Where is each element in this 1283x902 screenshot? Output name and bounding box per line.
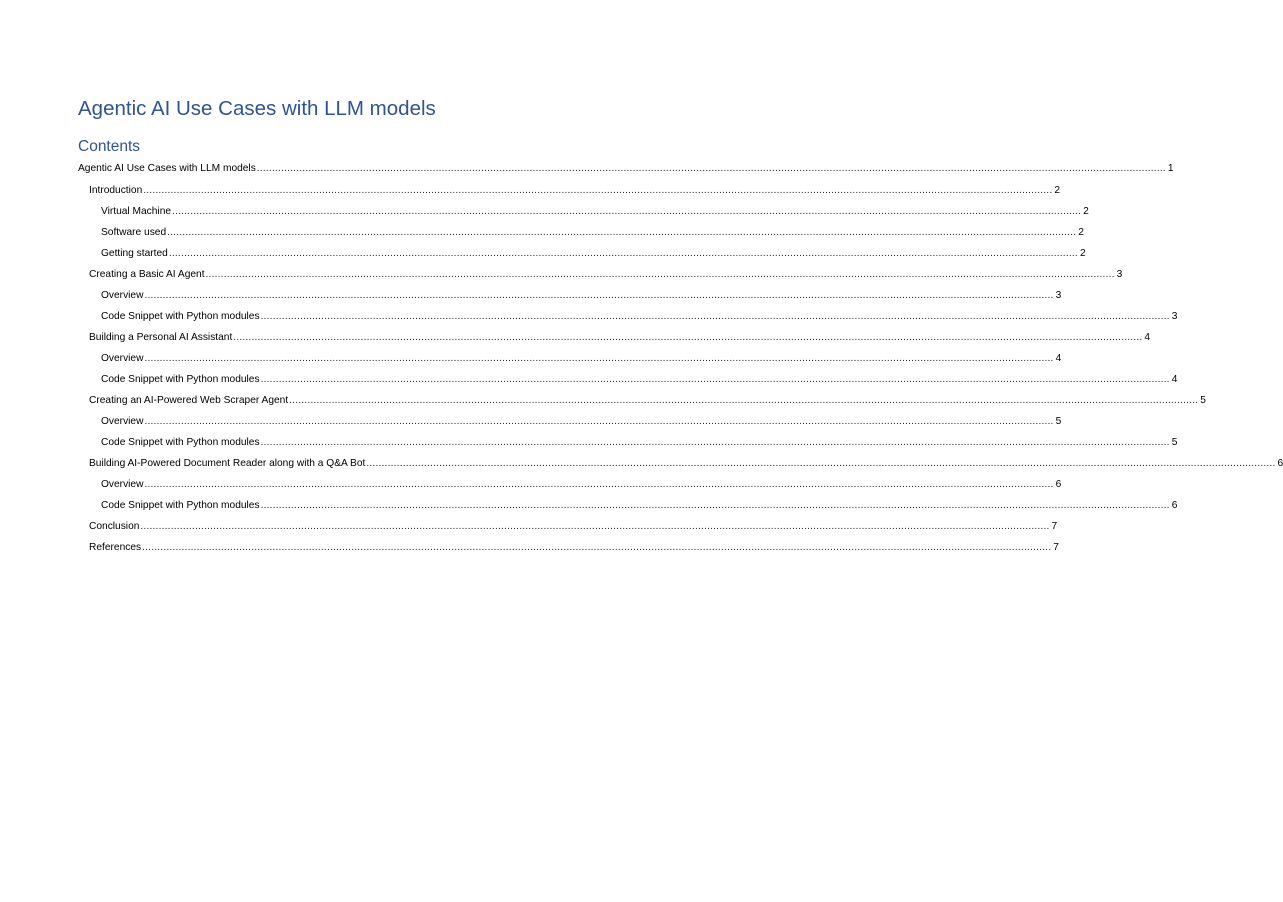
toc-dot-leader: ............................................................................................................................................................................................................................................................................................................ [260,437,1170,448]
toc-dot-leader: ............................................................................................................................................................................................................................................................................................................ [142,542,1052,553]
toc-entry-page-number: 5 [1055,416,1062,427]
toc-dot-leader: ............................................................................................................................................................................................................................................................................................................ [144,416,1054,427]
toc-dot-leader: ............................................................................................................................................................................................................................................................................................................ [140,521,1050,532]
toc-entry-page-number: 5 [1200,395,1206,406]
toc-entry-page-number: 1 [1167,163,1174,174]
toc-entry-label: Creating an AI-Powered Web Scraper Agent [89,395,289,406]
toc-entry-page-number: 6 [1277,458,1283,469]
toc-dot-leader: ............................................................................................................................................................................................................................................................................................................ [289,395,1199,406]
toc-dot-leader: ............................................................................................................................................................................................................................................................................................................ [233,332,1143,343]
toc-entry-page-number: 4 [1055,353,1062,364]
toc-dot-leader: ............................................................................................................................................................................................................................................................................................................ [205,269,1115,280]
toc-entry-label: Code Snippet with Python modules [101,500,260,511]
toc-entry-page-number: 6 [1171,500,1178,511]
toc-entry-label: Getting started [101,248,168,259]
toc-entry-page-number: 2 [1078,227,1084,238]
toc-dot-leader: ............................................................................................................................................................................................................................................................................................................ [172,206,1082,217]
toc-entry-label: Overview [101,416,144,427]
toc-entry-label: Code Snippet with Python modules [101,374,260,385]
toc-entry-label: Building AI-Powered Document Reader along with a Q&A Bot [89,458,366,469]
toc-entry-label: Overview [101,479,144,490]
toc-entry-label: Agentic AI Use Cases with LLM models [78,163,256,174]
toc-entry[interactable] [89,517,1058,533]
toc-entry[interactable] [78,159,1174,175]
toc-entry[interactable] [101,370,1178,386]
toc-entry[interactable] [101,223,1084,239]
toc-entry[interactable] [89,265,1123,281]
toc-entry[interactable] [89,181,1061,197]
contents-heading: Contents [78,138,141,155]
toc-entry-page-number: 2 [1054,185,1061,196]
toc-entry[interactable] [101,202,1089,218]
toc-entry-page-number: 7 [1053,542,1059,553]
toc-entry-page-number: 2 [1079,248,1086,259]
toc-entry-page-number: 4 [1171,374,1178,385]
toc-dot-leader: ............................................................................................................................................................................................................................................................................................................ [168,248,1078,259]
toc-entry[interactable] [101,244,1086,260]
toc-entry-label: Introduction [89,185,143,196]
toc-dot-leader: ............................................................................................................................................................................................................................................................................................................ [366,458,1276,469]
toc-dot-leader: ............................................................................................................................................................................................................................................................................................................ [144,479,1054,490]
toc-entry-page-number: 7 [1051,521,1058,532]
toc-dot-leader: ............................................................................................................................................................................................................................................................................................................ [260,374,1170,385]
toc-entry-label: Software used [101,227,167,238]
toc-entry-page-number: 2 [1083,206,1089,217]
toc-dot-leader: ............................................................................................................................................................................................................................................................................................................ [167,227,1077,238]
toc-entry[interactable] [101,475,1062,491]
toc-dot-leader: ............................................................................................................................................................................................................................................................................................................ [143,185,1053,196]
toc-entry-page-number: 3 [1055,290,1062,301]
toc-entry[interactable] [101,307,1178,323]
toc-dot-leader: ............................................................................................................................................................................................................................................................................................................ [144,353,1054,364]
toc-entry-page-number: 5 [1171,437,1178,448]
toc-entry[interactable] [101,412,1062,428]
toc-entry[interactable] [101,433,1178,449]
toc-entry[interactable] [101,286,1062,302]
toc-entry-page-number: 4 [1144,332,1151,343]
toc-entry-label: Creating a Basic AI Agent [89,269,205,280]
toc-entry[interactable] [101,496,1178,512]
toc-entry-label: Overview [101,353,144,364]
toc-entry[interactable] [89,538,1059,554]
toc-entry-page-number: 6 [1055,479,1062,490]
toc-entry-page-number: 3 [1171,311,1178,322]
toc-entry[interactable] [89,328,1151,344]
toc-dot-leader: ............................................................................................................................................................................................................................................................................................................ [256,163,1166,174]
toc-entry-page-number: 3 [1116,269,1123,280]
toc-entry-label: Code Snippet with Python modules [101,437,260,448]
toc-entry-label: Code Snippet with Python modules [101,311,260,322]
toc-entry-label: Building a Personal AI Assistant [89,332,233,343]
toc-entry[interactable] [101,349,1062,365]
toc-entry[interactable] [89,454,1283,470]
toc-dot-leader: ............................................................................................................................................................................................................................................................................................................ [144,290,1054,301]
toc-dot-leader: ............................................................................................................................................................................................................................................................................................................ [260,311,1170,322]
toc-dot-leader: ............................................................................................................................................................................................................................................................................................................ [260,500,1170,511]
toc-entry[interactable] [89,391,1206,407]
toc-entry-label: Overview [101,290,144,301]
toc-entry-label: Virtual Machine [101,206,172,217]
toc-entry-label: References [89,542,142,553]
document-title: Agentic AI Use Cases with LLM models [78,97,436,120]
toc-entry-label: Conclusion [89,521,140,532]
